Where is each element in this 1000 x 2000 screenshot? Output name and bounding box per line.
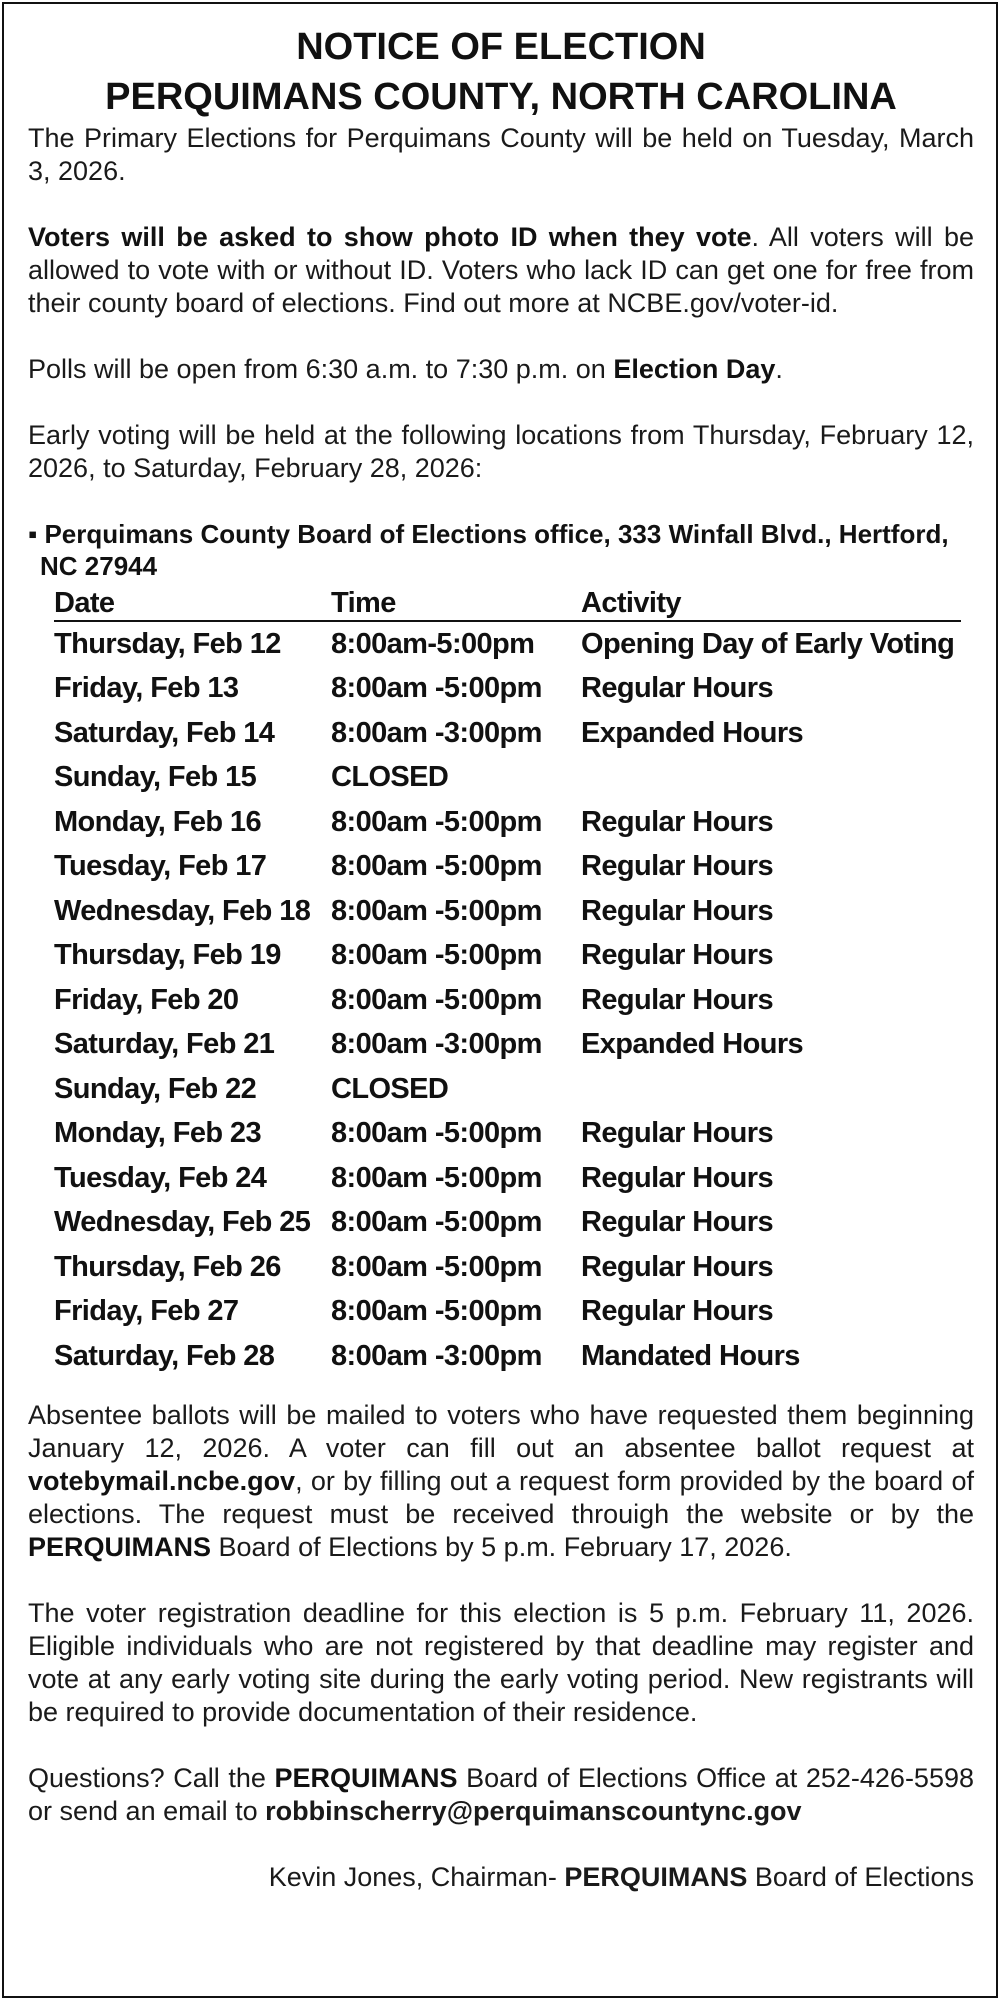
schedule-date: Sunday, Feb 22 <box>54 1072 257 1105</box>
schedule-time: CLOSED <box>331 1072 449 1105</box>
registration-paragraph: The voter registration deadline for this election is 5 p.m. February 11, 2026. Eligible individuals who are not registered by that deadline may register and vote at any early voting site during the early voting period. New registrants will be required to provide documentation of their residence. <box>28 1597 974 1727</box>
absentee-county: PERQUIMANS <box>28 1531 212 1562</box>
schedule-row <box>54 1023 961 1068</box>
schedule-date: Tuesday, Feb 24 <box>54 1161 267 1194</box>
schedule-date: Saturday, Feb 28 <box>54 1339 275 1372</box>
intro-paragraph: The Primary Elections for Perquimans County will be held on Tuesday, March 3, 2026. <box>28 123 974 186</box>
schedule-date: Wednesday, Feb 18 <box>54 894 311 927</box>
schedule-body <box>54 621 961 1379</box>
schedule-activity: Regular Hours <box>581 805 774 838</box>
schedule-row <box>54 621 961 667</box>
schedule-time: 8:00am -5:00pm <box>331 1250 542 1283</box>
schedule-date: Saturday, Feb 21 <box>54 1028 275 1061</box>
schedule-date: Thursday, Feb 26 <box>54 1250 281 1283</box>
schedule-row <box>54 845 961 890</box>
schedule-activity: Expanded Hours <box>581 716 804 749</box>
schedule-date: Thursday, Feb 12 <box>54 627 281 660</box>
questions-part2: Board of Elections Office at 252-426-5598 or send an email to <box>28 1762 974 1826</box>
photo-id-rest: . All voters will be allowed to vote with or without ID. Voters who lack ID can get one for free from their county board of elections. Find out more at NCBE.gov/voter-id. <box>28 222 974 318</box>
schedule-row <box>54 756 961 801</box>
schedule-row <box>54 978 961 1023</box>
early-voting-location: ▪ Perquimans County Board of Elections office, 333 Winfall Blvd., Hertford, NC 27944 <box>28 519 949 581</box>
schedule-date: Monday, Feb 16 <box>54 805 261 838</box>
notice-content <box>28 22 974 1894</box>
schedule-time: 8:00am-5:00pm <box>331 627 535 660</box>
schedule-activity: Regular Hours <box>581 850 774 883</box>
schedule-time: 8:00am -5:00pm <box>331 672 542 705</box>
polls-election-day: Election Day <box>613 354 776 384</box>
schedule-time: 8:00am -5:00pm <box>331 805 542 838</box>
polls-paragraph <box>28 353 974 386</box>
schedule-activity: Regular Hours <box>581 894 774 927</box>
schedule-date: Sunday, Feb 15 <box>54 761 257 794</box>
schedule-time: 8:00am -3:00pm <box>331 1028 542 1061</box>
schedule-time: 8:00am -5:00pm <box>331 850 542 883</box>
schedule-activity: Regular Hours <box>581 1117 774 1150</box>
schedule-row <box>54 934 961 979</box>
header-date: Date <box>54 587 115 619</box>
absentee-part1: Absentee ballots will be mailed to voters who have requested them beginning January 12, 2026. A voter can fill out an absentee ballot request at <box>28 1399 974 1463</box>
schedule-activity: Regular Hours <box>581 1250 774 1283</box>
title-line-2: PERQUIMANS COUNTY, NORTH CAROLINA <box>105 76 897 118</box>
schedule-time: 8:00am -5:00pm <box>331 894 542 927</box>
schedule-row <box>54 800 961 845</box>
schedule-date: Friday, Feb 13 <box>54 672 239 705</box>
schedule-row <box>54 889 961 934</box>
schedule-activity: Expanded Hours <box>581 1028 804 1061</box>
photo-id-bold: Voters will be asked to show photo ID when they vote <box>28 222 752 252</box>
schedule-date: Monday, Feb 23 <box>54 1117 261 1150</box>
absentee-paragraph <box>28 1399 974 1564</box>
schedule-date: Friday, Feb 27 <box>54 1295 239 1328</box>
contact-email[interactable]: robbinscherry@perquimanscountync.gov <box>265 1795 802 1826</box>
absentee-link[interactable]: votebymail.ncbe.gov <box>28 1465 296 1496</box>
polls-end: . <box>775 354 783 384</box>
schedule-time: 8:00am -3:00pm <box>331 716 542 749</box>
photo-id-paragraph <box>28 221 974 320</box>
schedule-row <box>54 667 961 712</box>
schedule-activity: Regular Hours <box>581 983 774 1016</box>
absentee-part2: , or by filling out a request form provided by the board of elections. The request must be received throuigh the website or by the <box>28 1465 974 1529</box>
schedule-time: CLOSED <box>331 761 449 794</box>
schedule-activity <box>581 1067 961 1112</box>
schedule-row <box>54 1067 961 1112</box>
schedule-row <box>54 1245 961 1290</box>
questions-paragraph <box>28 1762 974 1828</box>
schedule-time: 8:00am -5:00pm <box>331 1206 542 1239</box>
signature-part2: Board of Elections <box>747 1861 974 1892</box>
schedule-activity: Regular Hours <box>581 1161 774 1194</box>
schedule-time: 8:00am -3:00pm <box>331 1339 542 1372</box>
schedule-activity <box>581 756 961 801</box>
signature <box>28 1861 974 1894</box>
schedule-date: Saturday, Feb 14 <box>54 716 275 749</box>
schedule-header-row <box>54 586 961 621</box>
schedule-row <box>54 711 961 756</box>
schedule-time: 8:00am -5:00pm <box>331 1161 542 1194</box>
schedule-time: 8:00am -5:00pm <box>331 939 542 972</box>
schedule-date: Wednesday, Feb 25 <box>54 1206 311 1239</box>
schedule-row <box>54 1334 961 1379</box>
schedule-date: Tuesday, Feb 17 <box>54 850 267 883</box>
title-line-1: NOTICE OF ELECTION <box>296 26 706 68</box>
schedule-date: Thursday, Feb 19 <box>54 939 281 972</box>
schedule-activity: Regular Hours <box>581 939 774 972</box>
header-time: Time <box>331 587 396 619</box>
schedule-row <box>54 1290 961 1335</box>
early-voting-schedule <box>54 586 961 1379</box>
signature-part1: Kevin Jones, Chairman- <box>268 1861 565 1892</box>
schedule-activity: Regular Hours <box>581 672 774 705</box>
schedule-row <box>54 1112 961 1157</box>
schedule-time: 8:00am -5:00pm <box>331 1117 542 1150</box>
schedule-activity: Regular Hours <box>581 1295 774 1328</box>
signature-county: PERQUIMANS <box>564 1861 748 1892</box>
questions-county: PERQUIMANS <box>274 1762 458 1793</box>
polls-text: Polls will be open from 6:30 a.m. to 7:30 p.m. on <box>28 354 614 384</box>
early-voting-paragraph: Early voting will be held at the following locations from Thursday, February 12, 2026, to Saturday, February 28, 2026: <box>28 420 974 483</box>
schedule-activity: Opening Day of Early Voting <box>581 627 955 660</box>
schedule-row <box>54 1156 961 1201</box>
schedule-activity: Regular Hours <box>581 1206 774 1239</box>
notice-title <box>28 22 974 122</box>
absentee-part3: Board of Elections by 5 p.m. February 17, 2026. <box>211 1531 792 1562</box>
header-activity: Activity <box>581 587 681 619</box>
schedule-date: Friday, Feb 20 <box>54 983 239 1016</box>
questions-part1: Questions? Call the <box>28 1762 275 1793</box>
schedule-time: 8:00am -5:00pm <box>331 1295 542 1328</box>
schedule-activity: Mandated Hours <box>581 1339 800 1372</box>
schedule-time: 8:00am -5:00pm <box>331 983 542 1016</box>
schedule-row <box>54 1201 961 1246</box>
